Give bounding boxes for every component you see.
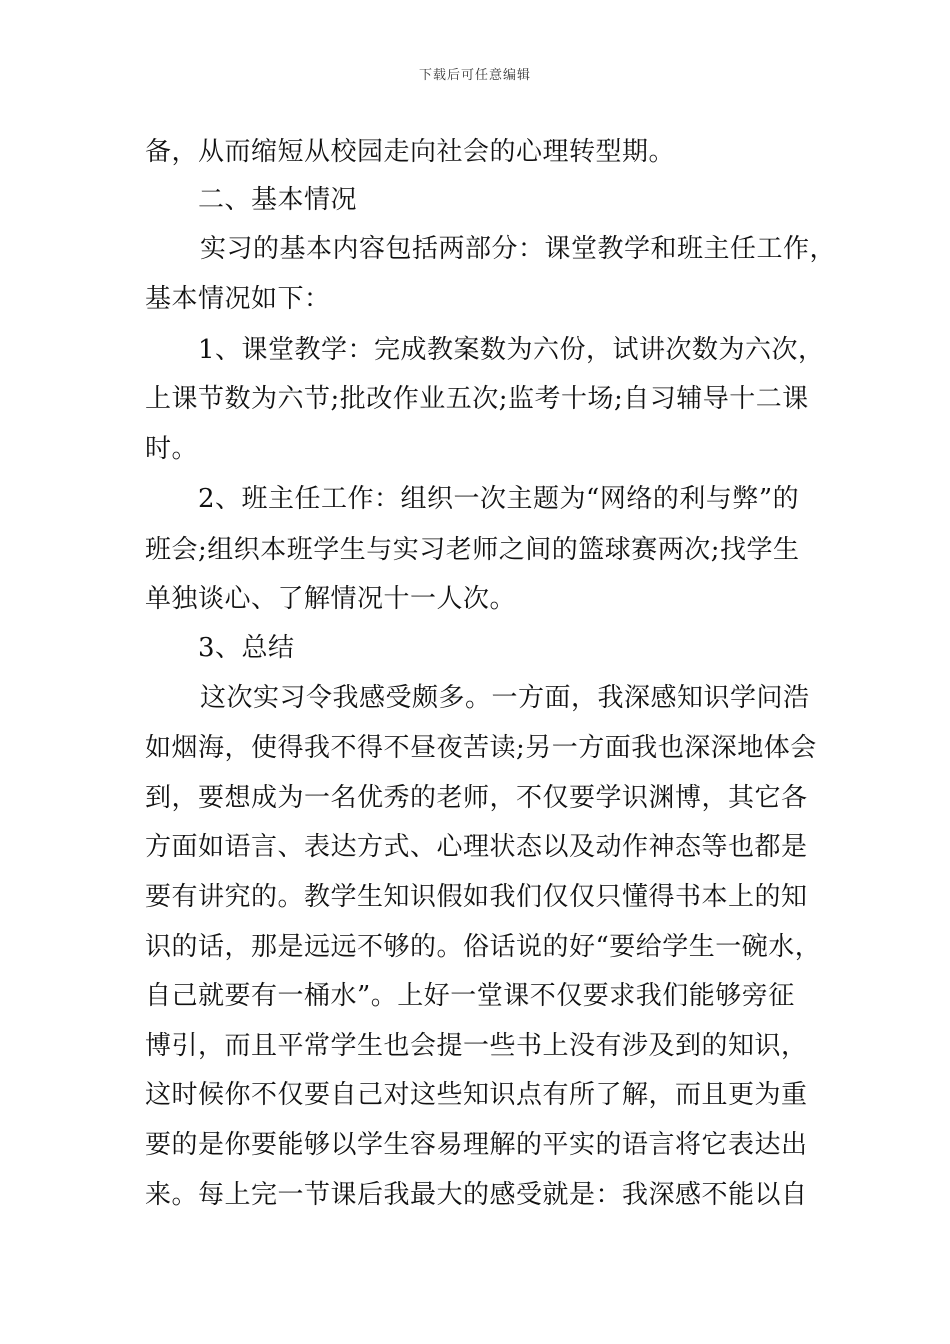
text-line: 博引，而且平常学生也会提一些书上没有涉及到的知识， [145,1031,808,1061]
text-line: 上课节数为六节;批改作业五次;监考十场;自习辅导十二课 [145,384,809,414]
text-line: 自己就要有一桶水”。上好一堂课不仅要求我们能够旁征 [145,981,795,1011]
text-line: 到，要想成为一名优秀的老师，不仅要学识渊博，其它各 [145,783,808,813]
text-line: 识的话，那是远远不够的。俗话说的好“要给学生一碗水， [145,932,822,962]
text-line: 要有讲究的。教学生知识假如我们仅仅只懂得书本上的知 [145,882,808,912]
text-line: 实习的基本内容包括两部分：课堂教学和班主任工作， [200,234,837,264]
text-line: 备，从而缩短从校园走向社会的心理转型期。 [145,137,676,167]
text-line: 时。 [145,434,199,464]
text-line: 要的是你要能够以学生容易理解的平实的语言将它表达出 [145,1130,808,1160]
text-line: 如烟海，使得我不得不昼夜苦读;另一方面我也深深地体会 [145,733,817,763]
text-line: 来。每上完一节课后我最大的感受就是：我深感不能以自 [145,1180,808,1210]
text-line: 1、课堂教学：完成教案数为六份，试讲次数为六次， [198,335,825,365]
section-heading: 3、总结 [198,633,295,663]
text-line: 2、班主任工作：组织一次主题为“网络的利与弊”的 [198,484,800,514]
text-line: 基本情况如下： [145,284,331,314]
section-heading: 二、基本情况 [198,185,358,215]
text-line: 单独谈心、了解情况十一人次。 [145,584,517,614]
page-header: 下载后可任意编辑 [418,68,531,83]
text-line: 这次实习令我感受颇多。一方面，我深感知识学问浩 [200,683,810,713]
text-line: 这时候你不仅要自己对这些知识点有所了解，而且更为重 [145,1080,808,1110]
text-line: 班会;组织本班学生与实习老师之间的篮球赛两次;找学生 [145,535,800,565]
text-line: 方面如语言、表达方式、心理状态以及动作神态等也都是 [145,832,808,862]
